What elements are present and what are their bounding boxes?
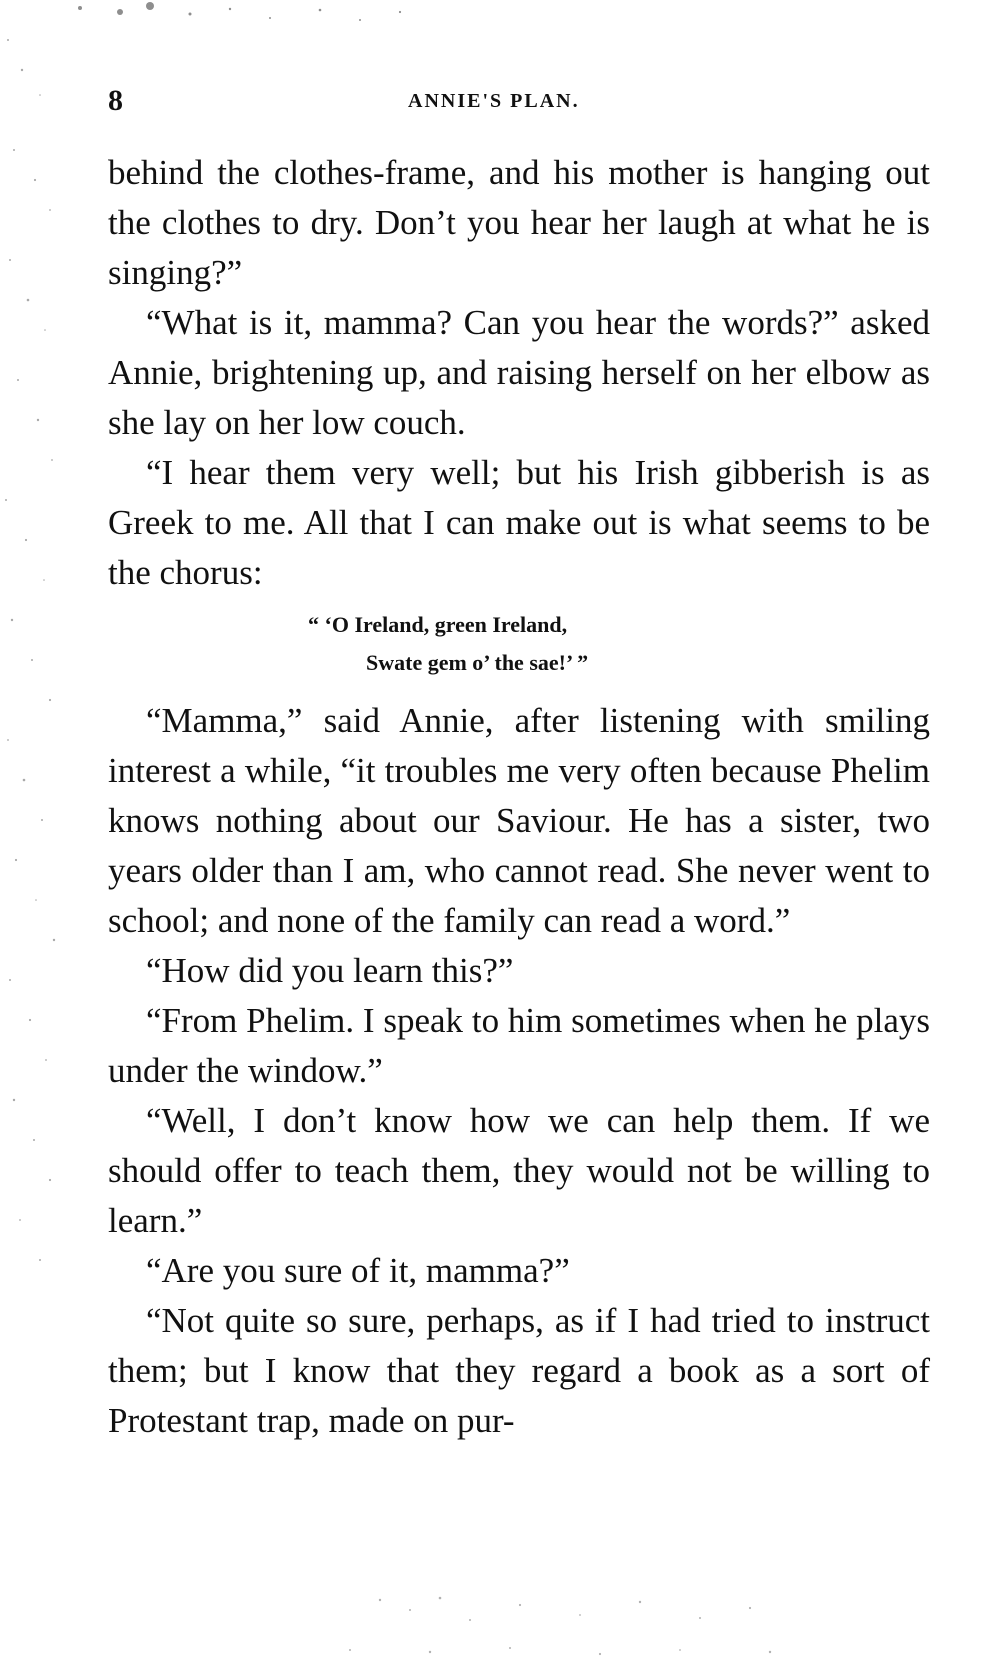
scan-noise-top — [60, 0, 440, 40]
paragraph-8: “Are you sure of it, mamma?” — [146, 1251, 570, 1290]
verse-block — [108, 606, 930, 682]
scan-noise-bottom — [320, 1580, 820, 1662]
paragraph-9: “Not quite so sure, perhaps, as if I had tried to instruct them; but I know that they regard a book as a sort of Protestant trap, made on pur- — [108, 1301, 930, 1440]
paragraph-7: “Well, I don’t know how we can help them. If we should offer to teach them, they would not be willing to learn.” — [108, 1101, 930, 1240]
page-header — [108, 84, 948, 120]
verse-line-2: Swate gem o’ the sae!’ ” — [366, 650, 589, 675]
verse-line-1: “ ‘O Ireland, green Ireland, — [308, 612, 568, 637]
running-title: ANNIE'S PLAN. — [408, 90, 580, 112]
scan-noise-left — [0, 0, 70, 1320]
page-body — [108, 148, 930, 1446]
paragraph-1: behind the clothes-frame, and his mother is hanging out the clothes to dry. Don’t you hear her laugh at what he is singing?” — [108, 153, 930, 292]
paragraph-4: “Mamma,” said Annie, after listening with smiling interest a while, “it troubles me very often because Phelim knows nothing about our Saviour. He has a sister, two years older than I am, who cannot read. She never went to school; and none of the family can read a word.” — [108, 701, 930, 940]
paragraph-3: “I hear them very well; but his Irish gibberish is as Greek to me. All that I can make out is what seems to be the chorus: — [108, 453, 930, 592]
page-number: 8 — [108, 84, 123, 117]
paragraph-6: “From Phelim. I speak to him sometimes when he plays under the window.” — [108, 1001, 930, 1090]
paragraph-2: “What is it, mamma? Can you hear the words?” asked Annie, brightening up, and raising herself on her elbow as she lay on her low couch. — [108, 303, 930, 442]
paragraph-5: “How did you learn this?” — [146, 951, 514, 990]
